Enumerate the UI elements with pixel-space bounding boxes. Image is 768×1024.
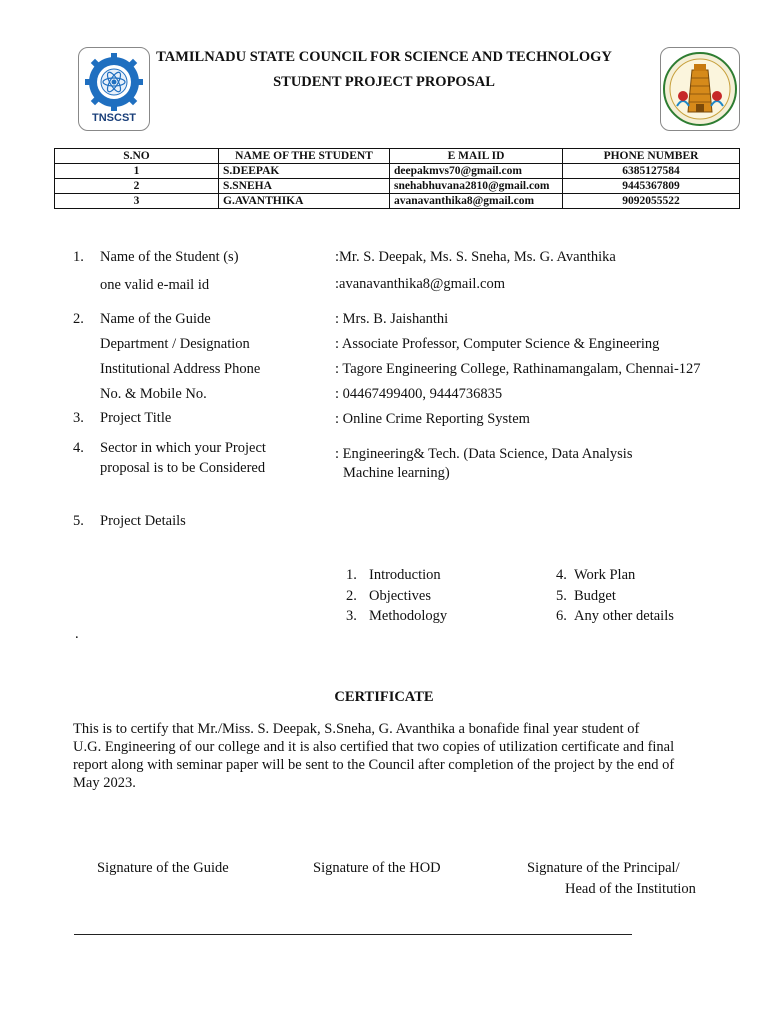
- list-item-number: 4.: [556, 567, 567, 583]
- field-value-project-title: : Online Crime Reporting System: [335, 411, 530, 427]
- certificate-line: May 2023.: [73, 775, 136, 791]
- field-label-student-names: Name of the Student (s): [100, 249, 239, 265]
- table-cell: 9445367809: [563, 179, 740, 194]
- field-number: 5.: [73, 513, 84, 529]
- table-header-row: [55, 149, 740, 164]
- field-label-project-title: Project Title: [100, 410, 172, 426]
- bottom-divider: [74, 934, 632, 935]
- field-label-sector: Sector in which your Project: [100, 440, 266, 456]
- list-item: Introduction: [369, 567, 441, 583]
- temple-emblem-icon: [661, 48, 739, 130]
- certificate-line: This is to certify that Mr./Miss. S. Deepak, S.Sneha, G. Avanthika a bonafide final year student of: [73, 721, 640, 737]
- column-header: S.NO: [55, 149, 219, 164]
- field-label-project-details: Project Details: [100, 513, 186, 529]
- table-cell: 1: [55, 164, 219, 179]
- signature-head-institution: Head of the Institution: [565, 881, 696, 897]
- field-number: 4.: [73, 440, 84, 456]
- page-subtitle: STUDENT PROJECT PROPOSAL: [273, 74, 495, 90]
- field-value-phone: : 04467499400, 9444736835: [335, 386, 503, 402]
- field-number: 3.: [73, 410, 84, 426]
- students-table: [54, 148, 740, 209]
- tnscst-logo: [78, 47, 150, 131]
- page-title: TAMILNADU STATE COUNCIL FOR SCIENCE AND TECHNOLOGY: [156, 49, 612, 65]
- signature-hod: Signature of the HOD: [313, 860, 441, 876]
- column-header: PHONE NUMBER: [563, 149, 740, 164]
- field-value-guide: : Mrs. B. Jaishanthi: [335, 311, 449, 327]
- certificate-heading: CERTIFICATE: [334, 689, 434, 705]
- table-cell: G.AVANTHIKA: [219, 194, 390, 209]
- list-item-number: 2.: [346, 588, 357, 604]
- signature-principal: Signature of the Principal/: [527, 860, 680, 876]
- list-item: Methodology: [369, 608, 448, 624]
- list-item: Objectives: [369, 588, 432, 604]
- list-item-number: 5.: [556, 588, 567, 604]
- certificate-body: [73, 720, 733, 792]
- field-number: 2.: [73, 311, 84, 327]
- field-number: 1.: [73, 249, 84, 265]
- table-cell: S.SNEHA: [219, 179, 390, 194]
- list-item: Budget: [574, 588, 616, 604]
- field-value-designation: : Associate Professor, Computer Science & Engineering: [335, 336, 660, 352]
- list-item-number: 1.: [346, 567, 357, 583]
- field-label-address: Institutional Address Phone: [100, 361, 261, 377]
- field-label-guide: Name of the Guide: [100, 311, 211, 327]
- list-item: Work Plan: [574, 567, 636, 583]
- stray-dot: .: [75, 626, 79, 642]
- field-value-address: : Tagore Engineering College, Rathinamangalam, Chennai-127: [335, 361, 701, 377]
- field-label-email: one valid e-mail id: [100, 277, 210, 293]
- table-row: [55, 179, 740, 194]
- table-cell: S.DEEPAK: [219, 164, 390, 179]
- table-cell: 3: [55, 194, 219, 209]
- field-label-designation: Department / Designation: [100, 336, 250, 352]
- table-cell: snehabhuvana2810@gmail.com: [390, 179, 563, 194]
- list-item-number: 3.: [346, 608, 357, 624]
- table-cell: avanavanthika8@gmail.com: [390, 194, 563, 209]
- field-value-sector: : Engineering& Tech. (Data Science, Data Analysis: [335, 446, 633, 462]
- field-label-sector-cont: proposal is to be Considered: [100, 460, 266, 476]
- table-cell: 9092055522: [563, 194, 740, 209]
- tnscst-logo-text: TNSCST: [92, 112, 136, 124]
- tamilnadu-emblem-logo: [660, 47, 740, 131]
- list-item: Any other details: [574, 608, 674, 624]
- list-item-number: 6.: [556, 608, 567, 624]
- field-label-phone: No. & Mobile No.: [100, 386, 207, 402]
- certificate-line: U.G. Engineering of our college and it is also certified that two copies of utilization certificate and final: [73, 739, 675, 755]
- field-value-sector-cont: Machine learning): [343, 465, 450, 481]
- table-row: [55, 194, 740, 209]
- column-header: NAME OF THE STUDENT: [219, 149, 390, 164]
- table-row: [55, 164, 740, 179]
- field-value-student-names: :Mr. S. Deepak, Ms. S. Sneha, Ms. G. Avanthika: [335, 249, 616, 265]
- table-cell: 6385127584: [563, 164, 740, 179]
- signature-guide: Signature of the Guide: [97, 860, 229, 876]
- certificate-line: report along with seminar paper will be sent to the Council after completion of the project by the end of: [73, 757, 675, 773]
- table-cell: deepakmvs70@gmail.com: [390, 164, 563, 179]
- column-header: E MAIL ID: [390, 149, 563, 164]
- table-cell: 2: [55, 179, 219, 194]
- field-value-email: :avanavanthika8@gmail.com: [335, 276, 505, 292]
